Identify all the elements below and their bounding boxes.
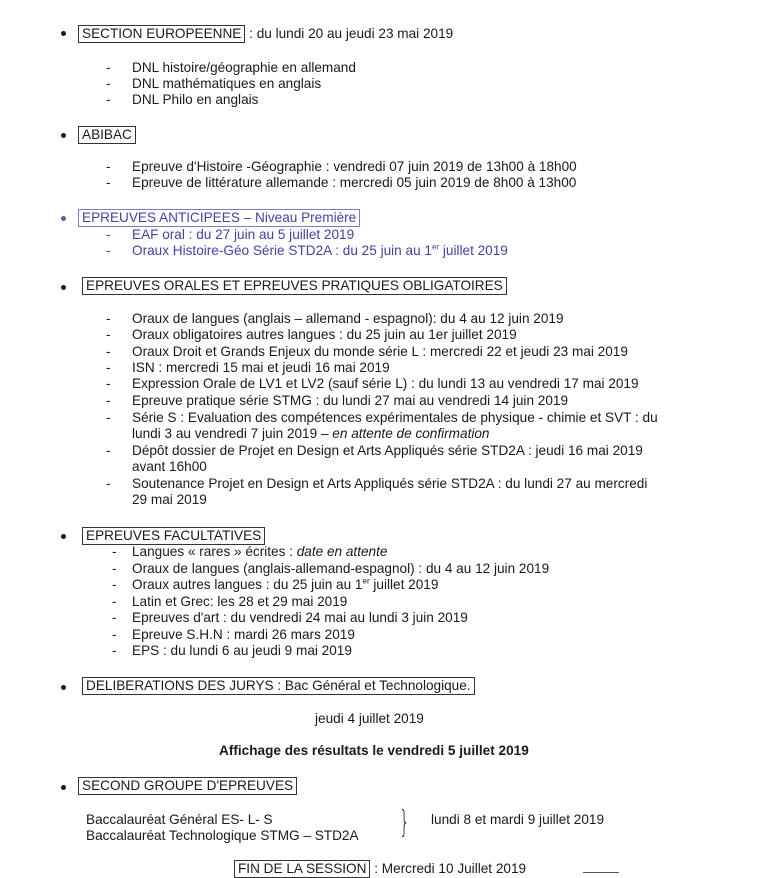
abibac-heading [78, 126, 136, 144]
bullet-icon [61, 785, 66, 790]
decorative-line [583, 872, 619, 873]
list-item: - Oraux de langues (anglais – allemand - espagnol): du 4 au 12 juin 2019 [106, 311, 564, 326]
list-item: - Epreuve d'Histoire -Géographie : vendredi 07 juin 2019 de 13h00 à 18h00 [106, 159, 577, 174]
epreuves-facultatives-heading [82, 527, 265, 545]
section-subtitle: : du lundi 20 au jeudi 23 mai 2019 [245, 26, 454, 41]
fin-session-line: FIN DE LA SESSION : Mercredi 10 Juillet 2019 [234, 860, 526, 878]
second-groupe-dates: lundi 8 et mardi 9 juillet 2019 [431, 812, 605, 827]
bullet-icon [61, 685, 66, 690]
list-item-continuation: lundi 3 au vendredi 7 juin 2019 – en attente de confirmation [132, 426, 490, 441]
section-title-box: ABIBAC [78, 126, 136, 144]
deliberations-box: DELIBERATIONS DES JURYS : Bac Général et Technologique. [82, 677, 475, 695]
bullet-icon [61, 285, 66, 290]
list-item: - Epreuve de littérature allemande : mercredi 05 juin 2019 de 8h00 à 13h00 [106, 175, 577, 190]
list-item-continuation: 29 mai 2019 [132, 492, 207, 507]
section-title-box: FIN DE LA SESSION [234, 860, 370, 878]
second-groupe-heading [78, 777, 297, 795]
list-item: - Oraux Histoire-Géo Série STD2A : du 25 juin au 1er juillet 2019 [106, 242, 508, 258]
list-item: - Epreuves d'art : du vendredi 24 mai au lundi 3 juin 2019 [112, 610, 468, 625]
list-item: - Langues « rares » écrites : date en attente [112, 544, 388, 559]
section-title-box: EPREUVES ORALES ET EPREUVES PRATIQUES OBLIGATOIRES [82, 277, 507, 295]
list-item: - Expression Orale de LV1 et LV2 (sauf série L) : du lundi 13 au vendredi 17 mai 2019 [106, 376, 639, 391]
epreuves-anticipees-heading [78, 209, 360, 227]
bac-techno-line: Baccalauréat Technologique STMG – STD2A [86, 828, 359, 843]
section-title-box: SECTION EUROPEENNE [78, 25, 245, 43]
deliberations-date: jeudi 4 juillet 2019 [315, 711, 424, 726]
list-item: - Oraux Droit et Grands Enjeux du monde série L : mercredi 22 et jeudi 23 mai 2019 [106, 344, 628, 359]
deliberations-heading [82, 677, 475, 695]
list-item: - Epreuve pratique série STMG : du lundi 27 mai au vendredi 14 juin 2019 [106, 393, 569, 408]
bullet-icon [61, 133, 66, 138]
bullet-icon [61, 216, 66, 221]
list-item: - DNL histoire/géographie en allemand [106, 60, 356, 75]
bullet-icon [61, 31, 66, 36]
section-title-box: EPREUVES ANTICIPEES – Niveau Première [78, 209, 360, 227]
results-announcement: Affichage des résultats le vendredi 5 juillet 2019 [219, 743, 529, 758]
list-item: - Série S : Evaluation des compétences expérimentales de physique - chimie et SVT : du [106, 410, 658, 425]
list-item: - Oraux obligatoires autres langues : du 25 juin au 1er juillet 2019 [106, 327, 517, 342]
list-item: - EAF oral : du 27 juin au 5 juillet 2019 [106, 227, 355, 242]
list-item: - Oraux autres langues : du 25 juin au 1er juillet 2019 [112, 576, 439, 592]
list-item: - Oraux de langues (anglais-allemand-espagnol) : du 4 au 12 juin 2019 [112, 561, 550, 576]
section-title-box: EPREUVES FACULTATIVES [82, 527, 265, 545]
bac-general-line: Baccalauréat Général ES- L- S [86, 812, 273, 827]
list-item: - DNL mathématiques en anglais [106, 76, 322, 91]
epreuves-orales-heading [82, 277, 507, 295]
list-item: - Soutenance Projet en Design et Arts Appliqués série STD2A : du lundi 27 au mercredi [106, 476, 648, 491]
list-item: - Latin et Grec: les 28 et 29 mai 2019 [112, 594, 348, 609]
list-item-continuation: avant 16h00 [132, 459, 207, 474]
list-item: - ISN : mercredi 15 mai et jeudi 16 mai 2019 [106, 360, 390, 375]
section-title-box: SECOND GROUPE D'EPREUVES [78, 777, 297, 795]
list-item: - Dépôt dossier de Projet en Design et Arts Appliqués série STD2A : jeudi 16 mai 2019 [106, 443, 643, 458]
brace-icon: } [399, 805, 410, 840]
list-item: - EPS : du lundi 6 au jeudi 9 mai 2019 [112, 643, 352, 658]
bullet-icon [61, 534, 66, 539]
list-item: - DNL Philo en anglais [106, 92, 259, 107]
section-europeenne-heading [78, 25, 453, 43]
list-item: - Epreuve S.H.N : mardi 26 mars 2019 [112, 627, 355, 642]
